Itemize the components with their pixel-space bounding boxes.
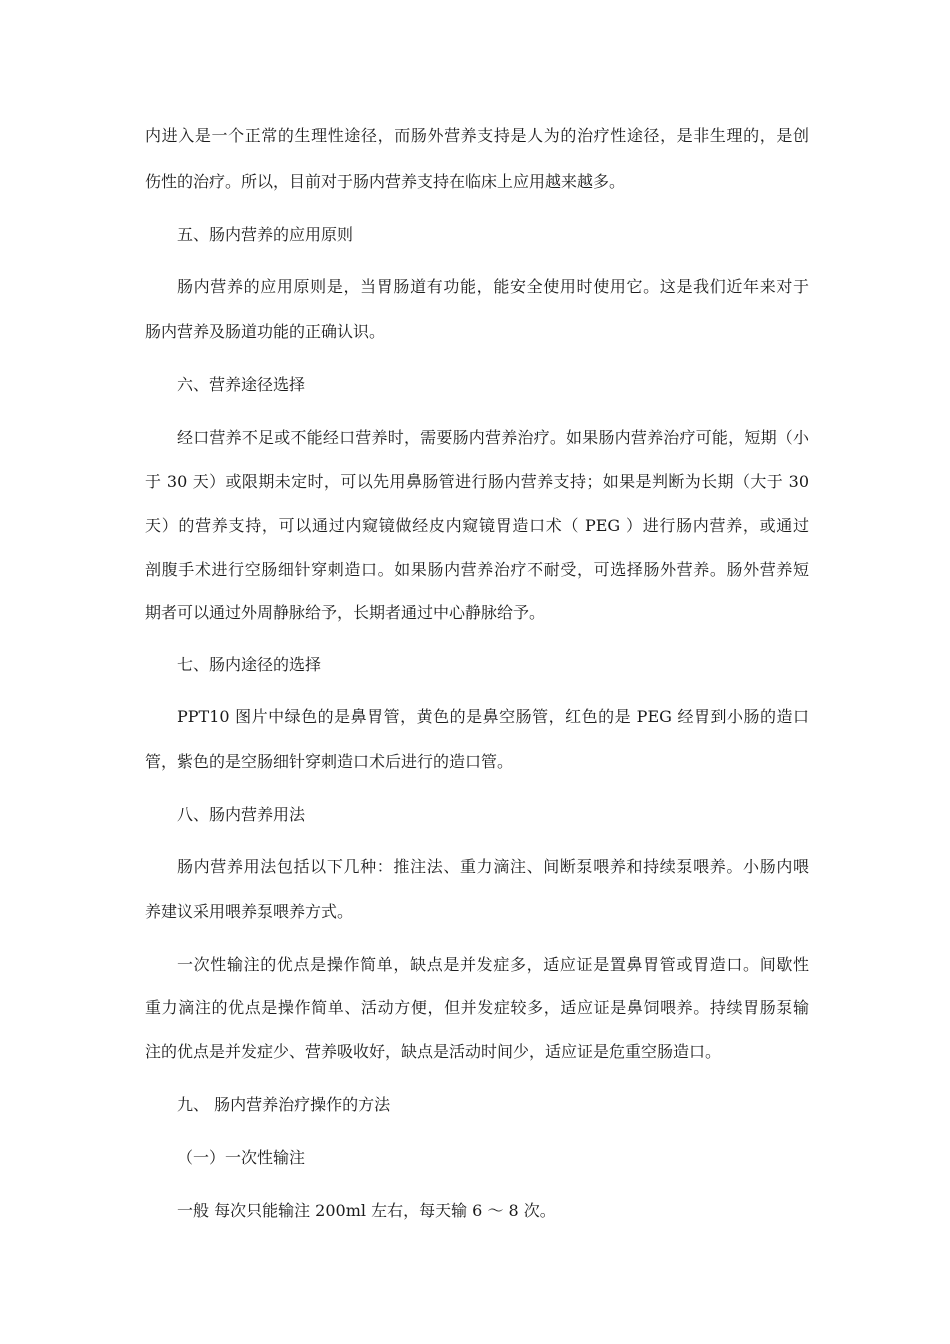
subsection-heading: （一）一次性输注	[177, 1148, 306, 1167]
paragraph-line: 一般 每次只能输注 200ml 左右，每天输 6 ～ 8 次。	[177, 1201, 556, 1220]
paragraph-line: 于 30 天）或限期未定时，可以先用鼻肠管进行肠内营养支持；如果是判断为长期（大于 30	[145, 472, 809, 491]
paragraph-line: 养建议采用喂养泵喂养方式。	[145, 902, 354, 921]
section-heading-9: 九、 肠内营养治疗操作的方法	[177, 1095, 391, 1114]
paragraph-line: 一次性输注的优点是操作简单，缺点是并发症多，适应证是置鼻胃管或胃造口。间歇性	[177, 955, 809, 974]
paragraph-line: 内进入是一个正常的生理性途径，而肠外营养支持是人为的治疗性途径，是非生理的，是创	[145, 126, 809, 145]
section-heading-7: 七、肠内途径的选择	[177, 655, 322, 674]
section-heading-5: 五、肠内营养的应用原则	[177, 225, 354, 244]
paragraph-line: 剖腹手术进行空肠细针穿刺造口。如果肠内营养治疗不耐受，可选择肠外营养。肠外营养短	[145, 560, 809, 579]
paragraph-line: 肠内营养用法包括以下几种：推注法、重力滴注、间断泵喂养和持续泵喂养。小肠内喂	[177, 857, 809, 876]
section-heading-6: 六、营养途径选择	[177, 375, 306, 394]
paragraph-line: 期者可以通过外周静脉给予，长期者通过中心静脉给予。	[145, 603, 546, 622]
paragraph-line: 天）的营养支持，可以通过内窥镜做经皮内窥镜胃造口术（ PEG ）进行肠内营养，或通过	[145, 516, 809, 535]
paragraph-line: 注的优点是并发症少、营养吸收好，缺点是活动时间少，适应证是危重空肠造口。	[145, 1042, 722, 1061]
paragraph-line: 伤性的治疗。所以，目前对于肠内营养支持在临床上应用越来越多。	[145, 172, 626, 191]
section-heading-8: 八、肠内营养用法	[177, 805, 306, 824]
paragraph-line: 肠内营养的应用原则是，当胃肠道有功能，能安全使用时使用它。这是我们近年来对于	[177, 277, 809, 296]
paragraph-line: PPT10 图片中绿色的是鼻胃管，黄色的是鼻空肠管，红色的是 PEG 经胃到小肠的造口	[177, 707, 809, 726]
paragraph-line: 重力滴注的优点是操作简单、活动方便，但并发症较多，适应证是鼻饲喂养。持续胃肠泵输	[145, 998, 809, 1017]
paragraph-line: 管，紫色的是空肠细针穿刺造口术后进行的造口管。	[145, 752, 514, 771]
paragraph-line: 经口营养不足或不能经口营养时，需要肠内营养治疗。如果肠内营养治疗可能，短期（小	[177, 428, 809, 447]
paragraph-line: 肠内营养及肠道功能的正确认识。	[145, 322, 386, 341]
